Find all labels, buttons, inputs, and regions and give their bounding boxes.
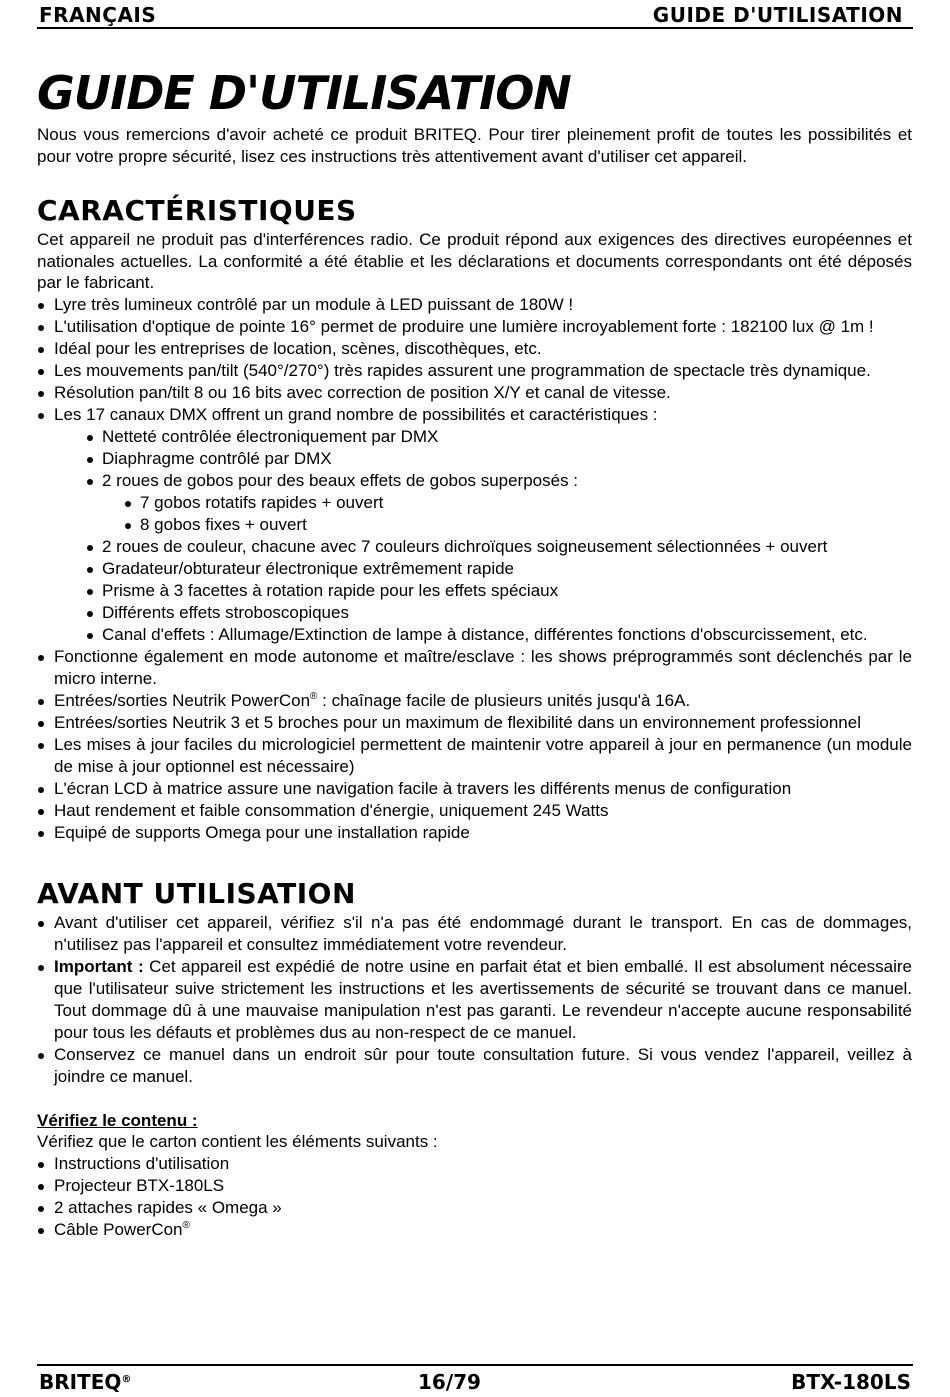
bullet-icon	[38, 347, 44, 353]
document-body	[37, 62, 912, 1241]
list-item: Diaphragme contrôlé par DMX	[37, 448, 912, 470]
list-item: Projecteur BTX-180LS	[37, 1175, 912, 1197]
intro-paragraph: Nous vous remercions d'avoir acheté ce produit BRITEQ. Pour tirer pleinement profit de toutes les possibilités et pour votre propre sécurité, lisez ces instructions très attentivement avant d'utiliser cet appareil.	[37, 125, 912, 166]
list-item: L'écran LCD à matrice assure une navigation facile à travers les différents menus de configuration	[37, 778, 912, 800]
bullet-icon	[38, 787, 44, 793]
bullet-icon	[38, 699, 44, 705]
bullet-icon	[87, 479, 93, 485]
bullet-icon	[38, 809, 44, 815]
list-item: Les mouvements pan/tilt (540°/270°) très rapides assurent une programmation de spectacle très dynamique.	[37, 360, 912, 382]
list-item: Câble PowerCon®	[37, 1219, 912, 1241]
bullet-icon	[38, 391, 44, 397]
bullet-icon	[38, 1184, 44, 1190]
important-label: Important :	[54, 956, 144, 976]
bullet-icon	[125, 501, 131, 507]
page-number: 16/79	[418, 1370, 481, 1394]
bullet-icon	[38, 1206, 44, 1212]
list-item: Netteté contrôlée électroniquement par DMX	[37, 426, 912, 448]
before-use-heading: AVANT UTILISATION	[37, 876, 356, 910]
list-item: Haut rendement et faible consommation d'énergie, uniquement 245 Watts	[37, 800, 912, 822]
header-language: FRANÇAIS	[39, 3, 157, 27]
bullet-icon	[87, 633, 93, 639]
before-use-list	[37, 912, 912, 1088]
list-item: Prisme à 3 facettes à rotation rapide pour les effets spéciaux	[37, 580, 912, 602]
features-list	[37, 294, 912, 844]
list-item: 2 roues de couleur, chacune avec 7 couleurs dichroïques soigneusement sélectionnées + ouvert	[37, 536, 912, 558]
bullet-icon	[38, 369, 44, 375]
list-item: Entrées/sorties Neutrik 3 et 5 broches pour un maximum de flexibilité dans un environnement professionnel	[37, 712, 912, 734]
page-title: GUIDE D'UTILISATION	[37, 66, 571, 120]
bullet-icon	[38, 743, 44, 749]
bullet-icon	[38, 831, 44, 837]
bullet-icon	[87, 567, 93, 573]
list-item: Instructions d'utilisation	[37, 1153, 912, 1175]
bullet-icon	[87, 545, 93, 551]
list-item: Entrées/sorties Neutrik PowerCon® : chaînage facile de plusieurs unités jusqu'à 16A.	[37, 690, 912, 712]
bullet-icon	[38, 413, 44, 419]
list-item: Idéal pour les entreprises de location, scènes, discothèques, etc.	[37, 338, 912, 360]
list-item: 2 attaches rapides « Omega »	[37, 1197, 912, 1219]
list-item: 7 gobos rotatifs rapides + ouvert	[37, 492, 912, 514]
list-item: Important : Cet appareil est expédié de notre usine en parfait état et bien emballé. Il est absolument nécessaire que l'utilisateur suive strictement les instructions et les avertissements de sécurité se trouvant dans ce manuel. Tout dommage dû à une mauvaise manipulation n'est pas garanti. Le revendeur n'accepte aucune responsabilité pour tous les défauts et problèmes dus au non-respect de ce manuel.	[37, 956, 912, 1044]
list-item: Lyre très lumineux contrôlé par un module à LED puissant de 180W !	[37, 294, 912, 316]
page-header	[37, 3, 913, 29]
list-item: L'utilisation d'optique de pointe 16° permet de produire une lumière incroyablement forte : 182100 lux @ 1m !	[37, 316, 912, 338]
bullet-icon	[38, 921, 44, 927]
bullet-icon	[87, 589, 93, 595]
list-item: Conservez ce manuel dans un endroit sûr pour toute consultation future. Si vous vendez l'appareil, veillez à joindre ce manuel.	[37, 1044, 912, 1088]
bullet-icon	[38, 655, 44, 661]
bullet-icon	[38, 1228, 44, 1234]
list-item: Canal d'effets : Allumage/Extinction de lampe à distance, différentes fonctions d'obscurcissement, etc.	[37, 624, 912, 646]
features-heading: CARACTÉRISTIQUES	[37, 194, 357, 227]
list-item: Différents effets stroboscopiques	[37, 602, 912, 624]
contents-heading: Vérifiez le contenu :	[37, 1110, 198, 1130]
list-item: Gradateur/obturateur électronique extrêmement rapide	[37, 558, 912, 580]
header-title: GUIDE D'UTILISATION	[652, 3, 903, 27]
list-item: Les mises à jour faciles du micrologiciel permettent de maintenir votre appareil à jour en permanence (un module de mise à jour optionnel est nécessaire)	[37, 734, 912, 778]
contents-list	[37, 1153, 912, 1241]
bullet-icon	[38, 325, 44, 331]
list-item: Equipé de supports Omega pour une installation rapide	[37, 822, 912, 844]
bullet-icon	[38, 1053, 44, 1059]
contents-intro: Vérifiez que le carton contient les éléments suivants :	[37, 1132, 438, 1151]
features-intro: Cet appareil ne produit pas d'interférences radio. Ce produit répond aux exigences des directives européennes et nationales actuelles. La conformité a été établie et les déclarations et documents correspondants ont été déposés par le fabricant.	[37, 230, 912, 292]
list-item: Les 17 canaux DMX offrent un grand nombre de possibilités et caractéristiques :	[37, 404, 912, 426]
list-item: 8 gobos fixes + ouvert	[37, 514, 912, 536]
bullet-icon	[125, 523, 131, 529]
footer-brand: BRITEQ®	[39, 1370, 132, 1394]
bullet-icon	[87, 435, 93, 441]
page-footer	[37, 1364, 913, 1394]
list-item: 2 roues de gobos pour des beaux effets de gobos superposés :	[37, 470, 912, 492]
bullet-icon	[38, 965, 44, 971]
bullet-icon	[38, 1162, 44, 1168]
list-item: Résolution pan/tilt 8 ou 16 bits avec correction de position X/Y et canal de vitesse.	[37, 382, 912, 404]
bullet-icon	[87, 457, 93, 463]
list-item: Avant d'utiliser cet appareil, vérifiez s'il n'a pas été endommagé durant le transport. En cas de dommages, n'utilisez pas l'appareil et consultez immédiatement votre revendeur.	[37, 912, 912, 956]
bullet-icon	[38, 303, 44, 309]
bullet-icon	[38, 721, 44, 727]
list-item: Fonctionne également en mode autonome et maître/esclave : les shows préprogrammés sont déclenchés par le micro interne.	[37, 646, 912, 690]
bullet-icon	[87, 611, 93, 617]
footer-model: BTX-180LS	[791, 1370, 911, 1394]
